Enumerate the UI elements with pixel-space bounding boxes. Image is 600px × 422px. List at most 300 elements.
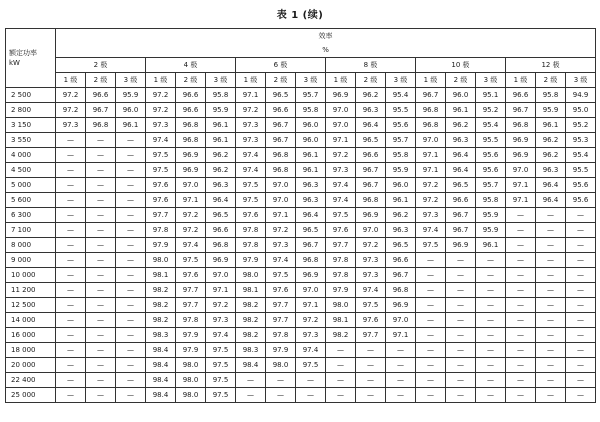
efficiency-cell: 97.3 [206,313,236,328]
efficiency-cell: 97.8 [326,268,356,283]
efficiency-cell: 96.7 [386,268,416,283]
efficiency-cell: 95.4 [386,88,416,103]
efficiency-cell: 97.0 [296,283,326,298]
efficiency-cell: — [476,343,506,358]
efficiency-cell: 96.7 [446,208,476,223]
efficiency-cell: — [86,283,116,298]
efficiency-cell: 97.5 [146,148,176,163]
rated-power-cell: 4 500 [6,163,56,178]
efficiency-cell: 95.5 [566,163,596,178]
efficiency-cell: 97.5 [206,343,236,358]
efficiency-cell: 97.1 [296,298,326,313]
efficiency-cell: 96.5 [356,133,386,148]
efficiency-cell: 97.3 [356,268,386,283]
table-body [6,88,596,403]
efficiency-cell: — [536,373,566,388]
efficiency-cell: 97.0 [326,118,356,133]
efficiency-cell: 97.5 [206,373,236,388]
efficiency-cell: — [566,298,596,313]
efficiency-cell: — [536,298,566,313]
efficiency-cell: — [56,223,86,238]
efficiency-cell: 97.0 [416,133,446,148]
efficiency-cell: — [566,343,596,358]
efficiency-cell: 96.8 [86,118,116,133]
efficiency-cell: 96.3 [296,193,326,208]
efficiency-cell: 96.6 [386,253,416,268]
efficiency-cell: 96.7 [506,103,536,118]
efficiency-cell: 95.8 [386,148,416,163]
efficiency-cell: — [536,238,566,253]
efficiency-cell: — [86,148,116,163]
efficiency-cell: 96.4 [446,148,476,163]
efficiency-cell: — [86,268,116,283]
efficiency-cell: 98.2 [236,328,266,343]
efficiency-cell: 97.0 [356,223,386,238]
efficiency-cell: 96.9 [356,208,386,223]
efficiency-cell: — [506,388,536,403]
table-row [6,118,596,133]
efficiency-cell: — [476,268,506,283]
efficiency-cell: 97.6 [266,283,296,298]
pole-header-row [6,58,596,73]
efficiency-cell: 98.0 [176,373,206,388]
efficiency-cell: 96.3 [536,163,566,178]
efficiency-cell: 97.2 [266,223,296,238]
efficiency-cell: 96.2 [206,163,236,178]
efficiency-cell: — [116,283,146,298]
efficiency-cell: 95.7 [296,88,326,103]
efficiency-cell: 96.5 [266,88,296,103]
efficiency-cell: — [86,208,116,223]
efficiency-cell: 97.6 [146,193,176,208]
efficiency-cell: 97.5 [296,358,326,373]
pole-header: 8 极 [326,58,416,73]
efficiency-cell: 97.6 [356,313,386,328]
efficiency-cell: — [356,373,386,388]
efficiency-cell: — [86,313,116,328]
efficiency-cell: 96.9 [446,238,476,253]
efficiency-cell: 95.0 [566,103,596,118]
efficiency-cell: — [116,373,146,388]
efficiency-cell: 97.5 [326,208,356,223]
level-header: 3 级 [116,73,146,88]
efficiency-cell: 96.5 [296,223,326,238]
efficiency-cell: 96.0 [386,178,416,193]
efficiency-cell: 95.9 [116,88,146,103]
efficiency-cell: — [326,373,356,388]
efficiency-cell: — [116,223,146,238]
efficiency-cell: 97.3 [236,118,266,133]
efficiency-cell: — [566,223,596,238]
efficiency-cell: — [446,358,476,373]
efficiency-cell: 97.5 [206,388,236,403]
efficiency-cell: 97.6 [326,223,356,238]
efficiency-cell: — [56,343,86,358]
efficiency-cell: — [506,343,536,358]
efficiency-cell: — [386,373,416,388]
table-row [6,133,596,148]
efficiency-label: 效率 [318,32,333,40]
efficiency-cell: 97.5 [236,193,266,208]
efficiency-cell: 96.1 [296,163,326,178]
table-row [6,88,596,103]
efficiency-cell: — [86,388,116,403]
efficiency-cell: — [446,388,476,403]
efficiency-cell: 98.4 [146,373,176,388]
efficiency-cell: 96.3 [356,103,386,118]
efficiency-cell: 97.2 [236,103,266,118]
efficiency-cell: 97.9 [146,238,176,253]
efficiency-cell: 96.4 [356,118,386,133]
efficiency-cell: 95.8 [536,88,566,103]
efficiency-cell: — [416,253,446,268]
efficiency-cell: 97.2 [56,103,86,118]
efficiency-cell: 97.0 [206,268,236,283]
efficiency-cell: 97.5 [356,298,386,313]
efficiency-cell: — [356,343,386,358]
efficiency-cell: 97.3 [356,253,386,268]
level-header: 2 级 [176,73,206,88]
efficiency-cell: — [86,178,116,193]
level-header: 3 级 [206,73,236,88]
efficiency-cell: 97.8 [266,328,296,343]
efficiency-cell: 96.3 [446,133,476,148]
efficiency-cell: 97.1 [416,148,446,163]
efficiency-cell: 97.8 [236,238,266,253]
efficiency-cell: — [446,268,476,283]
level-header: 1 级 [56,73,86,88]
table-title: 表 1 (续) [276,10,324,21]
efficiency-cell: 96.1 [446,103,476,118]
efficiency-cell: 96.7 [296,238,326,253]
efficiency-cell: 97.4 [326,193,356,208]
efficiency-cell: — [326,343,356,358]
efficiency-cell: 97.4 [266,253,296,268]
efficiency-cell: — [476,388,506,403]
efficiency-cell: — [446,298,476,313]
efficiency-cell: 97.2 [206,298,236,313]
efficiency-cell: 96.1 [206,118,236,133]
efficiency-cell: 95.6 [566,178,596,193]
efficiency-cell: — [446,253,476,268]
efficiency-cell: 97.5 [416,238,446,253]
efficiency-cell: — [86,343,116,358]
efficiency-cell: — [416,268,446,283]
efficiency-cell: 95.9 [206,103,236,118]
table-row [6,388,596,403]
efficiency-cell: 96.7 [356,163,386,178]
efficiency-cell: — [56,148,86,163]
efficiency-cell: — [86,358,116,373]
efficiency-cell: 96.5 [446,178,476,193]
efficiency-cell: — [86,253,116,268]
efficiency-cell: 96.2 [536,148,566,163]
efficiency-cell: 97.4 [146,133,176,148]
efficiency-cell: 97.1 [386,328,416,343]
rated-power-cell: 5 600 [6,193,56,208]
efficiency-cell: 97.1 [266,208,296,223]
efficiency-cell: — [56,358,86,373]
table-row [6,238,596,253]
efficiency-cell: — [116,343,146,358]
efficiency-cell: — [506,283,536,298]
efficiency-cell: 97.8 [236,223,266,238]
efficiency-cell: 97.4 [326,178,356,193]
efficiency-cell: 97.9 [176,328,206,343]
efficiency-cell: — [536,253,566,268]
efficiency-cell: 97.4 [236,163,266,178]
efficiency-cell: 96.6 [176,88,206,103]
table-row [6,298,596,313]
efficiency-cell: 96.9 [296,268,326,283]
efficiency-cell: — [116,208,146,223]
efficiency-cell: 97.9 [326,283,356,298]
efficiency-cell: — [56,163,86,178]
efficiency-cell: 96.8 [416,103,446,118]
efficiency-cell: — [416,283,446,298]
efficiency-cell: 96.1 [206,133,236,148]
efficiency-cell: 98.4 [236,358,266,373]
rated-power-cell: 10 000 [6,268,56,283]
efficiency-cell: 96.6 [86,88,116,103]
rated-power-header [6,29,56,88]
efficiency-cell: 97.8 [326,253,356,268]
efficiency-cell: 96.8 [356,193,386,208]
efficiency-cell: — [476,328,506,343]
efficiency-cell: 97.5 [206,358,236,373]
efficiency-cell: — [56,193,86,208]
efficiency-cell: — [416,313,446,328]
efficiency-cell: — [356,388,386,403]
rated-power-cell: 20 000 [6,358,56,373]
efficiency-cell: 98.1 [146,268,176,283]
efficiency-cell: 96.8 [506,118,536,133]
efficiency-cell: — [506,208,536,223]
efficiency-cell: 97.9 [236,253,266,268]
efficiency-cell: 98.0 [176,388,206,403]
pole-header: 12 极 [506,58,596,73]
efficiency-cell: 98.0 [326,298,356,313]
efficiency-cell: — [116,148,146,163]
efficiency-cell: — [446,283,476,298]
efficiency-cell: 95.8 [206,88,236,103]
efficiency-cell: 97.3 [296,328,326,343]
rated-power-cell: 3 550 [6,133,56,148]
efficiency-cell: — [86,373,116,388]
efficiency-cell: 96.3 [206,178,236,193]
efficiency-cell: — [506,373,536,388]
rated-power-cell: 22 400 [6,373,56,388]
efficiency-cell: — [566,283,596,298]
efficiency-cell: 97.7 [356,328,386,343]
efficiency-cell: 96.8 [176,118,206,133]
efficiency-cell: 95.3 [566,133,596,148]
table-row [6,313,596,328]
table-row [6,148,596,163]
level-header: 3 级 [386,73,416,88]
rated-power-cell: 5 000 [6,178,56,193]
efficiency-cell: 96.6 [266,103,296,118]
efficiency-cell: — [566,238,596,253]
efficiency-cell: — [56,178,86,193]
efficiency-cell: 97.0 [266,178,296,193]
efficiency-cell: 96.6 [176,103,206,118]
efficiency-cell: 96.8 [296,253,326,268]
efficiency-cell: 95.7 [386,133,416,148]
efficiency-cell: — [86,163,116,178]
efficiency-cell: 96.1 [476,238,506,253]
rated-power-cell: 12 500 [6,298,56,313]
efficiency-cell: — [536,208,566,223]
efficiency-cell: 96.6 [356,148,386,163]
efficiency-cell: — [446,373,476,388]
pole-header: 2 极 [56,58,146,73]
level-header: 1 级 [506,73,536,88]
efficiency-cell: — [326,388,356,403]
table-row [6,343,596,358]
table-row [6,193,596,208]
efficiency-cell: — [566,253,596,268]
efficiency-cell: 96.9 [386,298,416,313]
efficiency-cell: — [56,268,86,283]
efficiency-cell: — [536,328,566,343]
level-header: 1 级 [326,73,356,88]
efficiency-cell: 97.3 [326,163,356,178]
efficiency-unit: % [322,46,329,54]
efficiency-cell: — [116,268,146,283]
efficiency-cell: — [386,358,416,373]
efficiency-cell: 95.2 [476,103,506,118]
rated-power-cell: 8 000 [6,238,56,253]
efficiency-cell: — [86,133,116,148]
efficiency-cell: 98.2 [146,313,176,328]
efficiency-cell: 96.4 [296,208,326,223]
table-row [6,268,596,283]
efficiency-cell: — [536,343,566,358]
efficiency-header [56,29,596,58]
efficiency-cell: 95.6 [386,118,416,133]
efficiency-cell: 97.8 [146,223,176,238]
efficiency-cell: — [506,358,536,373]
efficiency-cell: 96.7 [416,88,446,103]
efficiency-cell: — [56,298,86,313]
efficiency-cell: 95.1 [476,88,506,103]
efficiency-cell: 97.0 [386,313,416,328]
level-header: 3 级 [296,73,326,88]
efficiency-cell: 96.1 [386,193,416,208]
efficiency-cell: — [266,373,296,388]
efficiency-cell: 96.9 [206,253,236,268]
efficiency-cell: 96.2 [356,88,386,103]
level-header: 2 级 [536,73,566,88]
efficiency-cell: 96.4 [536,178,566,193]
efficiency-cell: 96.8 [266,148,296,163]
efficiency-cell: — [116,253,146,268]
efficiency-cell: 98.0 [176,358,206,373]
table-row [6,373,596,388]
rated-power-cell: 18 000 [6,343,56,358]
efficiency-cell: 95.4 [566,148,596,163]
efficiency-cell: — [416,328,446,343]
rated-power-cell: 11 200 [6,283,56,298]
efficiency-cell: 94.9 [566,88,596,103]
efficiency-cell: 96.9 [506,148,536,163]
efficiency-cell: — [116,328,146,343]
efficiency-cell: — [536,268,566,283]
efficiency-cell: — [476,313,506,328]
efficiency-cell: — [116,133,146,148]
efficiency-cell: — [56,283,86,298]
efficiency-cell: 95.5 [386,103,416,118]
efficiency-cell: — [86,193,116,208]
efficiency-cell: 96.7 [446,223,476,238]
table-row [6,328,596,343]
efficiency-cell: 98.2 [236,298,266,313]
level-header: 1 级 [146,73,176,88]
efficiency-cell: 97.6 [236,208,266,223]
efficiency-cell: 97.7 [326,238,356,253]
efficiency-cell: — [116,313,146,328]
efficiency-cell: — [116,298,146,313]
efficiency-cell: — [536,283,566,298]
efficiency-cell: — [566,208,596,223]
efficiency-cell: 96.2 [446,118,476,133]
efficiency-cell: — [416,358,446,373]
efficiency-cell: 97.2 [146,103,176,118]
efficiency-cell: — [56,238,86,253]
efficiency-cell: 98.0 [146,253,176,268]
efficiency-cell: 97.0 [506,163,536,178]
table-row [6,283,596,298]
efficiency-cell: — [476,253,506,268]
level-header: 1 级 [236,73,266,88]
efficiency-cell: — [86,238,116,253]
efficiency-cell: 96.2 [206,148,236,163]
efficiency-cell: — [116,178,146,193]
efficiency-cell: 97.8 [176,313,206,328]
efficiency-cell: 96.4 [446,163,476,178]
efficiency-cell: — [86,328,116,343]
efficiency-cell: 97.1 [326,133,356,148]
efficiency-cell: 96.1 [296,148,326,163]
efficiency-cell: — [416,298,446,313]
efficiency-cell: 97.2 [146,88,176,103]
efficiency-cell: 95.9 [476,223,506,238]
efficiency-cell: 96.8 [206,238,236,253]
efficiency-cell: 97.5 [146,163,176,178]
efficiency-cell: — [416,373,446,388]
efficiency-cell: 97.6 [146,178,176,193]
efficiency-cell: 97.1 [416,163,446,178]
rated-power-cell: 14 000 [6,313,56,328]
efficiency-cell: 97.2 [326,148,356,163]
efficiency-cell: 97.6 [176,268,206,283]
efficiency-cell: — [506,238,536,253]
pole-header: 6 极 [236,58,326,73]
efficiency-cell: 96.9 [506,133,536,148]
efficiency-cell: — [446,343,476,358]
efficiency-cell: 97.3 [266,238,296,253]
efficiency-cell: — [506,313,536,328]
rated-power-cell: 4 000 [6,148,56,163]
efficiency-cell: 98.4 [146,343,176,358]
efficiency-cell: — [116,388,146,403]
efficiency-cell: 96.0 [296,133,326,148]
efficiency-cell: 97.4 [296,343,326,358]
efficiency-cell: — [566,373,596,388]
efficiency-cell: 95.7 [476,178,506,193]
efficiency-cell: — [386,388,416,403]
